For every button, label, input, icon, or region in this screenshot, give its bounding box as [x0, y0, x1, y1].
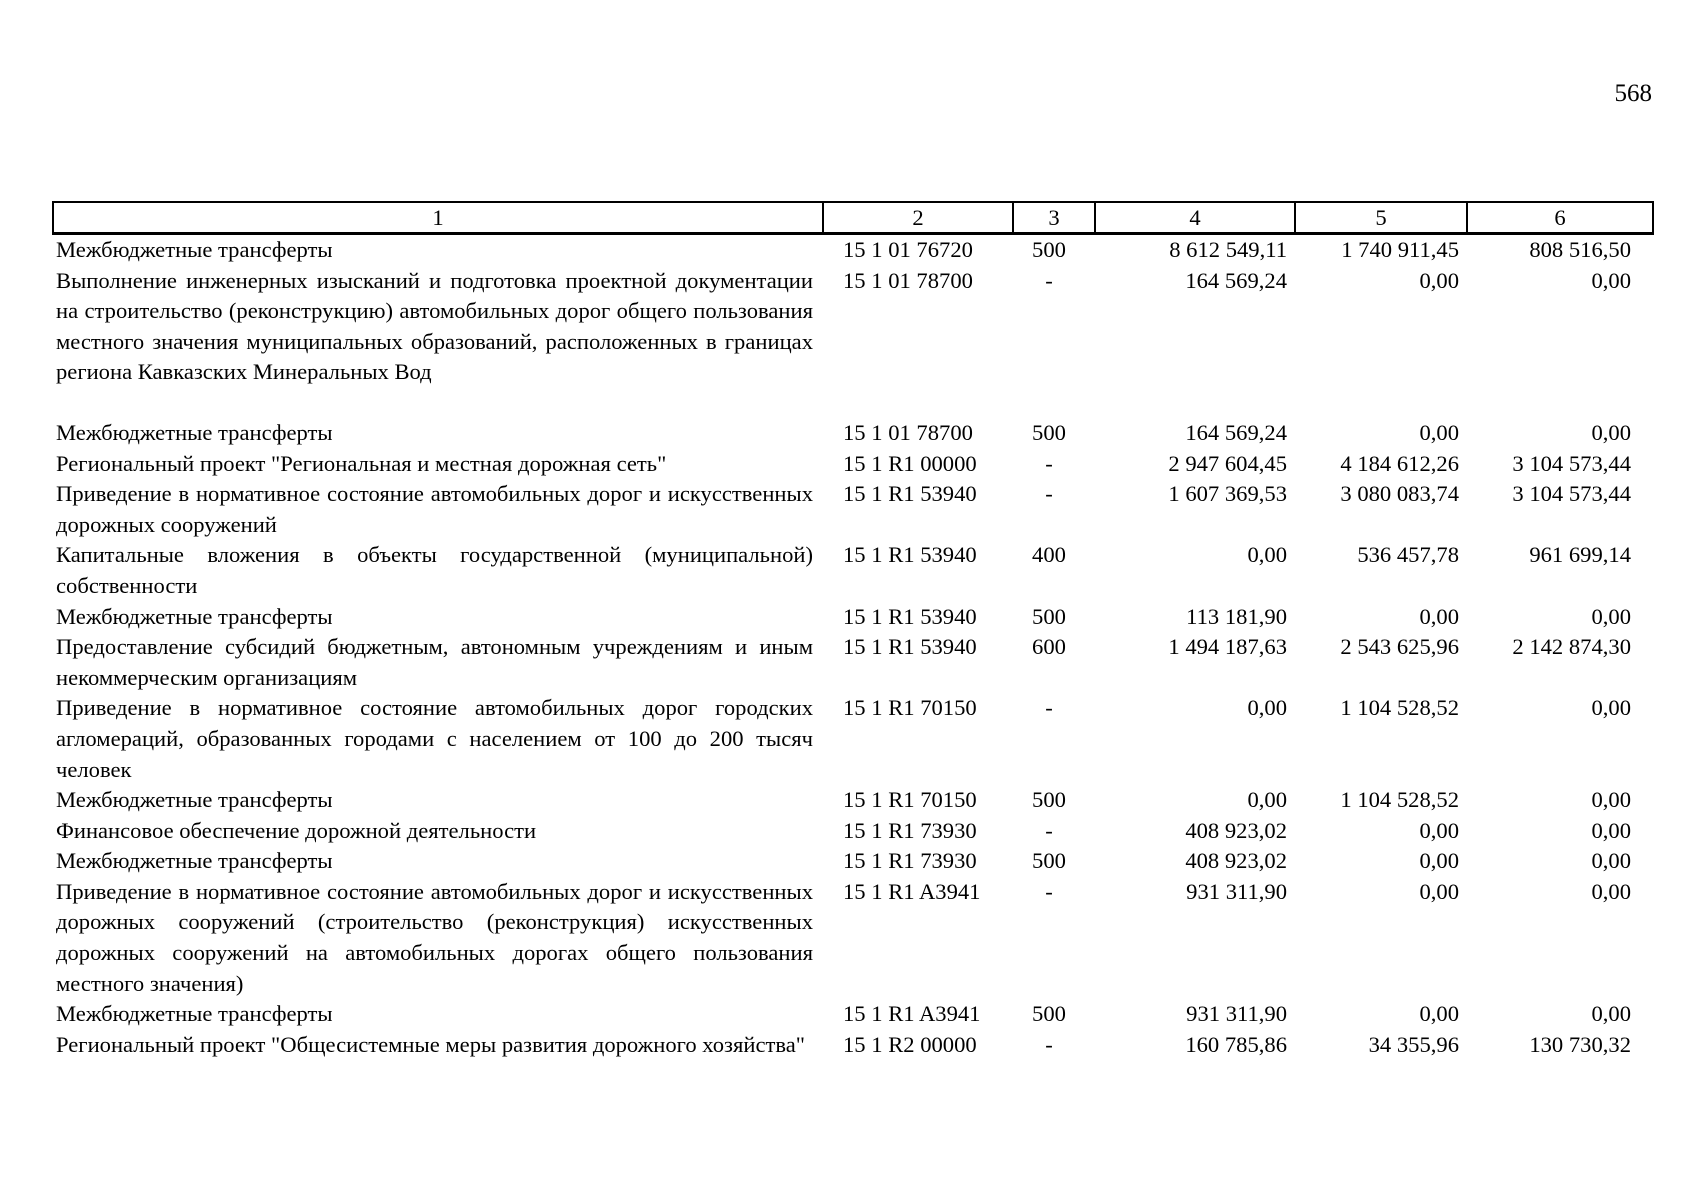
item-name: Приведение в нормативное состояние автомобильных дорог и искусственных дорожных сооружений — [56, 481, 813, 537]
header-col-6: 6 — [1467, 202, 1653, 234]
value-col-6: 0,00 — [1591, 1001, 1631, 1027]
header-row — [53, 202, 1653, 234]
value-col-6: 0,00 — [1591, 267, 1631, 293]
value-col-6: 0,00 — [1591, 787, 1631, 813]
item-name: Приведение в нормативное состояние автомобильных дорог городских агломераций, образованных городами с населением от 100 до 200 тысяч человек — [56, 695, 813, 782]
table-row — [53, 479, 1653, 540]
table-row — [53, 816, 1653, 847]
item-code: 15 1 R2 00000 — [843, 1031, 977, 1057]
item-name: Финансовое обеспечение дорожной деятельности — [56, 817, 537, 843]
value-col-5: 1 740 911,45 — [1341, 237, 1459, 262]
item-name: Межбюджетные трансферты — [56, 603, 333, 629]
value-col-4: 113 181,90 — [1186, 603, 1287, 629]
item-type: 400 — [1032, 542, 1066, 568]
item-type: - — [1045, 450, 1053, 476]
item-name: Предоставление субсидий бюджетным, автономным учреждениям и иным некоммерческим организациям — [56, 634, 813, 690]
value-col-5: 1 104 528,52 — [1340, 695, 1459, 721]
value-col-5: 0,00 — [1419, 603, 1459, 629]
value-col-6: 0,00 — [1591, 878, 1631, 904]
value-col-5: 3 080 083,74 — [1340, 481, 1459, 507]
value-col-5: 536 457,78 — [1357, 542, 1459, 568]
value-col-4: 0,00 — [1247, 695, 1287, 721]
value-col-4: 8 612 549,11 — [1169, 237, 1287, 262]
value-col-5: 0,00 — [1419, 848, 1459, 874]
value-col-6: 0,00 — [1591, 848, 1631, 874]
item-code: 15 1 01 78700 — [843, 267, 973, 293]
item-code: 15 1 R1 53940 — [843, 634, 977, 660]
value-col-5: 4 184 612,26 — [1340, 450, 1459, 476]
value-col-6: 0,00 — [1591, 419, 1631, 445]
value-col-5: 0,00 — [1419, 817, 1459, 843]
value-col-6: 0,00 — [1591, 817, 1631, 843]
item-code: 15 1 R1 73930 — [843, 848, 977, 874]
table-row — [53, 693, 1653, 785]
item-code: 15 1 R1 53940 — [843, 603, 977, 629]
value-col-5: 1 104 528,52 — [1340, 787, 1459, 813]
table-row — [53, 540, 1653, 601]
header-col-4: 4 — [1095, 202, 1295, 234]
item-code: 15 1 R1 53940 — [843, 481, 977, 507]
value-col-6: 0,00 — [1591, 603, 1631, 629]
value-col-6: 0,00 — [1591, 695, 1631, 721]
item-name: Региональный проект "Общесистемные меры развития дорожного хозяйства" — [56, 1031, 805, 1057]
table-row — [53, 999, 1653, 1030]
value-col-4: 2 947 604,45 — [1168, 450, 1287, 476]
item-type: - — [1045, 267, 1053, 293]
item-code: 15 1 R1 70150 — [843, 695, 977, 721]
table-row — [53, 1030, 1653, 1061]
item-code: 15 1 R1 73930 — [843, 817, 977, 843]
value-col-4: 160 785,86 — [1185, 1031, 1287, 1057]
item-type: 500 — [1032, 787, 1066, 813]
table-row — [53, 632, 1653, 693]
value-col-6: 3 104 573,44 — [1512, 481, 1631, 507]
item-code: 15 1 01 76720 — [843, 237, 973, 262]
item-type: - — [1045, 878, 1053, 904]
item-name: Межбюджетные трансферты — [56, 848, 333, 874]
table-row — [53, 266, 1653, 418]
value-col-5: 0,00 — [1419, 267, 1459, 293]
header-col-3: 3 — [1013, 202, 1095, 234]
item-name: Капитальные вложения в объекты государственной (муниципальной) собственности — [56, 542, 813, 598]
value-col-4: 931 311,90 — [1186, 878, 1287, 904]
header-col-1: 1 — [53, 202, 823, 234]
item-name: Межбюджетные трансферты — [56, 787, 333, 813]
value-col-5: 2 543 625,96 — [1340, 634, 1459, 660]
item-type: - — [1045, 817, 1053, 843]
value-col-6: 808 516,50 — [1529, 237, 1631, 262]
item-name: Приведение в нормативное состояние автомобильных дорог и искусственных дорожных сооружений (строительство (реконструкция) искусственных дорожных сооружений на автомобильных дорогах общего пользования местного значения) — [56, 878, 813, 996]
table-row — [53, 785, 1653, 816]
value-col-4: 164 569,24 — [1185, 267, 1287, 293]
item-type: 500 — [1032, 237, 1066, 262]
item-code: 15 1 R1 53940 — [843, 542, 977, 568]
value-col-5: 0,00 — [1419, 878, 1459, 904]
item-type: 500 — [1032, 603, 1066, 629]
value-col-6: 130 730,32 — [1529, 1031, 1631, 1057]
item-code: 15 1 R1 70150 — [843, 787, 977, 813]
table-body — [53, 234, 1653, 1061]
item-type: - — [1045, 1031, 1053, 1057]
table-row — [53, 418, 1653, 449]
item-type: 500 — [1032, 419, 1066, 445]
table-row — [53, 449, 1653, 480]
value-col-6: 3 104 573,44 — [1512, 450, 1631, 476]
item-name: Межбюджетные трансферты — [56, 419, 333, 445]
item-type: - — [1045, 695, 1053, 721]
table-row — [53, 602, 1653, 633]
budget-table-container — [52, 201, 1652, 1060]
value-col-4: 931 311,90 — [1186, 1001, 1287, 1027]
item-type: 600 — [1032, 634, 1066, 660]
item-type: - — [1045, 481, 1053, 507]
table-row — [53, 234, 1653, 266]
value-col-5: 34 355,96 — [1368, 1031, 1459, 1057]
item-name: Межбюджетные трансферты — [56, 1001, 333, 1027]
value-col-5: 0,00 — [1419, 1001, 1459, 1027]
budget-table — [52, 201, 1654, 1060]
value-col-4: 0,00 — [1247, 542, 1287, 568]
page-number: 568 — [1614, 80, 1652, 107]
value-col-6: 961 699,14 — [1529, 542, 1631, 568]
value-col-4: 408 923,02 — [1185, 817, 1287, 843]
value-col-4: 0,00 — [1247, 787, 1287, 813]
item-code: 15 1 R1 A3941 — [843, 1001, 981, 1027]
value-col-4: 1 607 369,53 — [1168, 481, 1287, 507]
table-row — [53, 877, 1653, 999]
header-col-2: 2 — [823, 202, 1013, 234]
item-name: Выполнение инженерных изысканий и подготовка проектной документации на строительство (реконструкцию) автомобильных дорог общего пользования местного значения муниципальных образований, расположенных в границах региона Кавказских Минеральных Вод — [56, 267, 813, 385]
item-name: Межбюджетные трансферты — [56, 237, 333, 262]
item-name: Региональный проект "Региональная и местная дорожная сеть" — [56, 450, 667, 476]
item-code: 15 1 R1 00000 — [843, 450, 977, 476]
item-code: 15 1 01 78700 — [843, 419, 973, 445]
value-col-5: 0,00 — [1419, 419, 1459, 445]
value-col-4: 164 569,24 — [1185, 419, 1287, 445]
value-col-4: 408 923,02 — [1185, 848, 1287, 874]
item-code: 15 1 R1 A3941 — [843, 878, 981, 904]
item-type: 500 — [1032, 1001, 1066, 1027]
value-col-6: 2 142 874,30 — [1512, 634, 1631, 660]
table-row — [53, 846, 1653, 877]
item-type: 500 — [1032, 848, 1066, 874]
value-col-4: 1 494 187,63 — [1168, 634, 1287, 660]
header-col-5: 5 — [1295, 202, 1467, 234]
